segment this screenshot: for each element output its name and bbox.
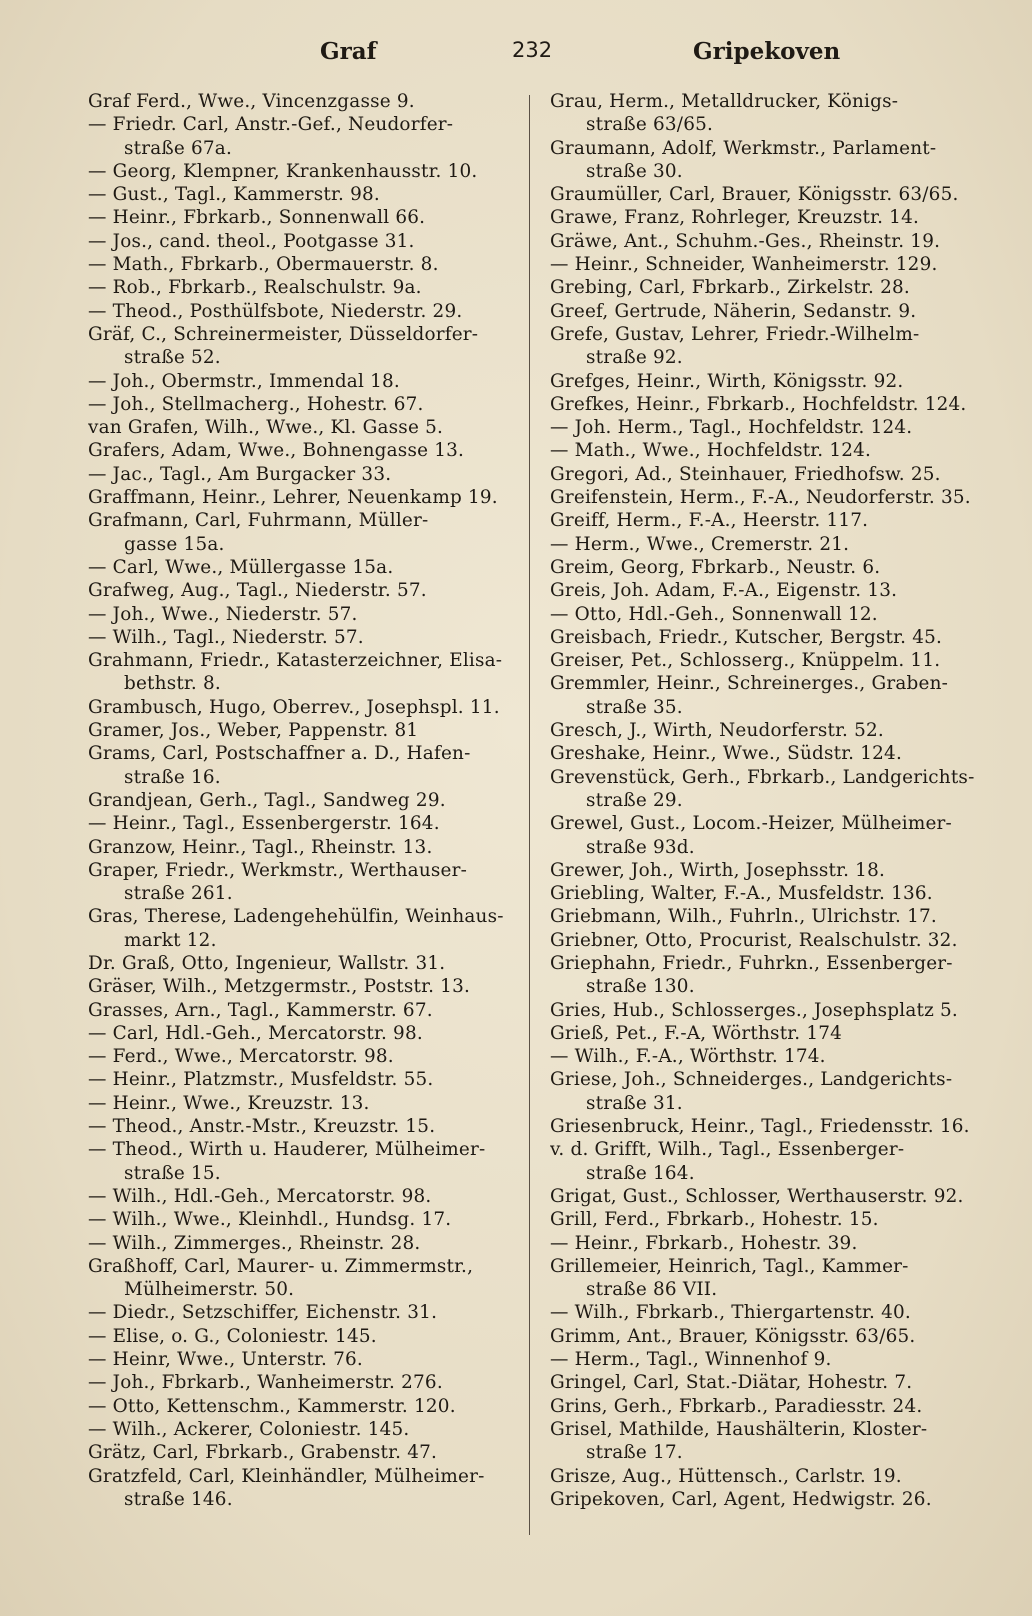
directory-entry-line: Grandjean, Gerh., Tagl., Sandweg 29. [88, 789, 446, 811]
directory-entry-line: Gräser, Wilh., Metzgermstr., Poststr. 13. [88, 976, 471, 998]
directory-entry-line: straße 261. [124, 883, 233, 905]
directory-entry-line: straße 146. [124, 1488, 233, 1510]
directory-entry-line: Gräf, C., Schreinermeister, Düsseldorfer- [88, 323, 479, 345]
directory-entry-line: — Heinr., Wwe., Kreuzstr. 13. [88, 1092, 370, 1114]
directory-entry-line: Graf Ferd., Wwe., Vincenzgasse 9. [88, 91, 415, 112]
directory-entry-line: — Carl, Hdl.-Geh., Mercatorstr. 98. [88, 1022, 423, 1044]
directory-entry-line: Grafweg, Aug., Tagl., Niederstr. 57. [88, 580, 427, 602]
directory-entry-line: markt 12. [124, 929, 217, 951]
directory-entry-line: Grewer, Joh., Wirth, Josephsstr. 18. [550, 859, 886, 881]
directory-entry-line: Graumüller, Carl, Brauer, Königsstr. 63/65. [550, 184, 959, 206]
directory-entry-line: — Joh., Wwe., Niederstr. 57. [88, 603, 358, 625]
directory-entry-line: — Jos., cand. theol., Pootgasse 31. [88, 230, 415, 252]
directory-entry-line: Grimm, Ant., Brauer, Königsstr. 63/65. [550, 1325, 916, 1347]
directory-entry-line: — Heinr., Schneider, Wanheimerstr. 129. [550, 254, 938, 276]
directory-entry-line: Grillemeier, Heinrich, Tagl., Kammer- [550, 1255, 909, 1277]
directory-entry-line: — Wilh., Wwe., Kleinhdl., Hundsg. 17. [88, 1209, 452, 1231]
directory-entry-line: Griebner, Otto, Procurist, Realschulstr. 32. [550, 929, 958, 951]
directory-entry-line: Grahmann, Friedr., Katasterzeichner, Elisa- [88, 650, 503, 672]
page-header [80, 38, 982, 78]
directory-entry-line: v. d. Grifft, Wilh., Tagl., Essenberger- [550, 1139, 905, 1161]
directory-entry-line: straße 86 VII. [586, 1279, 718, 1301]
right-column [550, 90, 985, 1511]
page-number: 232 [512, 38, 553, 62]
directory-entry-line: straße 35. [586, 696, 683, 718]
directory-entry-line: — Joh., Obermstr., Immendal 18. [88, 370, 400, 392]
directory-entry-line: Grieß, Pet., F.-A, Wörthstr. 174 [550, 1022, 843, 1044]
directory-entry-line: straße 164. [586, 1162, 695, 1184]
directory-entry-line: Grill, Ferd., Fbrkarb., Hohestr. 15. [550, 1209, 879, 1231]
directory-entry-line: Graffmann, Heinr., Lehrer, Neuenkamp 19. [88, 487, 498, 509]
directory-entry-line: Grafmann, Carl, Fuhrmann, Müller- [88, 510, 429, 532]
directory-entry-line: Griesenbruck, Heinr., Tagl., Friedensstr. 16. [550, 1116, 970, 1138]
directory-entry-line: Grins, Gerh., Fbrkarb., Paradiesstr. 24. [550, 1395, 923, 1417]
directory-entry-line: Grau, Herm., Metalldrucker, Königs- [550, 91, 899, 112]
directory-entry-line: Griephahn, Friedr., Fuhrkn., Essenberger- [550, 952, 953, 974]
directory-entry-line: Grafers, Adam, Wwe., Bohnengasse 13. [88, 440, 465, 462]
directory-entry-line: — Heinr., Fbrkarb., Sonnenwall 66. [88, 207, 426, 229]
directory-entry-line: — Joh. Herm., Tagl., Hochfeldstr. 124. [550, 417, 913, 439]
directory-entry-line: Grasses, Arn., Tagl., Kammerstr. 67. [88, 999, 433, 1021]
directory-entry-line: — Herm., Wwe., Cremerstr. 21. [550, 533, 850, 555]
directory-entry-line: straße 16. [124, 766, 221, 788]
directory-entry-line: Graßhoff, Carl, Maurer- u. Zimmermstr., [88, 1255, 474, 1277]
directory-entry-line: — Heinr., Tagl., Essenbergerstr. 164. [88, 813, 440, 835]
directory-entry-line: — Theod., Posthülfsbote, Niederstr. 29. [88, 300, 463, 322]
directory-entry-line: — Rob., Fbrkarb., Realschulstr. 9a. [88, 277, 422, 299]
directory-entry-line: — Wilh., F.-A., Wörthstr. 174. [550, 1046, 826, 1068]
directory-entry-line: straße 93d. [586, 836, 695, 858]
directory-entry-line: Greim, Georg, Fbrkarb., Neustr. 6. [550, 556, 881, 578]
directory-entry-line: straße 31. [586, 1092, 683, 1114]
directory-entry-line: — Diedr., Setzschiffer, Eichenstr. 31. [88, 1302, 438, 1324]
directory-entry-line: Gripekoven, Carl, Agent, Hedwigstr. 26. [550, 1488, 932, 1510]
directory-entry-line: gasse 15a. [124, 533, 225, 555]
directory-entry-line: Mülheimerstr. 50. [124, 1279, 295, 1301]
directory-entry-line: Gringel, Carl, Stat.-Diätar, Hohestr. 7. [550, 1372, 913, 1394]
directory-entry-line: — Otto, Kettenschm., Kammerstr. 120. [88, 1395, 456, 1417]
directory-entry-line: Gräwe, Ant., Schuhm.-Ges., Rheinstr. 19. [550, 230, 941, 252]
column-divider [529, 95, 530, 1535]
directory-entry-line: Grambusch, Hugo, Oberrev., Josephspl. 11. [88, 696, 500, 718]
directory-entry-line: Grisel, Mathilde, Haushälterin, Kloster- [550, 1418, 928, 1440]
directory-entry-line: Grewel, Gust., Locom.-Heizer, Mülheimer- [550, 813, 952, 835]
directory-entry-line: — Math., Wwe., Hochfeldstr. 124. [550, 440, 872, 462]
directory-entry-line: Grefkes, Heinr., Fbrkarb., Hochfeldstr. 124. [550, 393, 967, 415]
directory-entry-line: — Carl, Wwe., Müllergasse 15a. [88, 556, 394, 578]
directory-entry-line: Gregori, Ad., Steinhauer, Friedhofsw. 25. [550, 463, 941, 485]
directory-entry-line: straße 67a. [124, 137, 233, 159]
directory-entry-line: — Georg, Klempner, Krankenhausstr. 10. [88, 160, 478, 182]
directory-entry-line: — Theod., Anstr.-Mstr., Kreuzstr. 15. [88, 1116, 436, 1138]
directory-entry-line: Grigat, Gust., Schlosser, Werthauserstr. 92. [550, 1185, 964, 1207]
header-first-entry: Graf [320, 38, 377, 65]
directory-entry-line: — Jac., Tagl., Am Burgacker 33. [88, 463, 392, 485]
directory-entry-line: Grefe, Gustav, Lehrer, Friedr.-Wilhelm- [550, 323, 920, 345]
directory-entry-line: Gramer, Jos., Weber, Pappenstr. 81 [88, 720, 419, 742]
directory-entry-line: straße 17. [586, 1442, 683, 1464]
directory-entry-line: bethstr. 8. [124, 673, 221, 695]
directory-entry-line: — Joh., Stellmacherg., Hohestr. 67. [88, 393, 424, 415]
directory-entry-line: — Wilh., Hdl.-Geh., Mercatorstr. 98. [88, 1185, 432, 1207]
directory-entry-line: straße 15. [124, 1162, 221, 1184]
directory-entry-line: — Wilh., Fbrkarb., Thiergartenstr. 40. [550, 1302, 911, 1324]
directory-entry-line: — Otto, Hdl.-Geh., Sonnenwall 12. [550, 603, 878, 625]
directory-entry-line: — Elise, o. G., Coloniestr. 145. [88, 1325, 377, 1347]
directory-entry-line: van Grafen, Wilh., Wwe., Kl. Gasse 5. [88, 417, 444, 439]
directory-entry-line: Gresch, J., Wirth, Neudorferstr. 52. [550, 720, 884, 742]
directory-entry-line: Griebling, Walter, F.-A., Musfeldstr. 136. [550, 883, 933, 905]
directory-entry-line: Graper, Friedr., Werkmstr., Werthauser- [88, 859, 468, 881]
directory-entry-line: straße 63/65. [586, 114, 714, 136]
left-column [88, 90, 520, 1511]
directory-entry-line: Greiff, Herm., F.-A., Heerstr. 117. [550, 510, 869, 532]
directory-entry-line: — Math., Fbrkarb., Obermauerstr. 8. [88, 254, 439, 276]
directory-entry-line: Granzow, Heinr., Tagl., Rheinstr. 13. [88, 836, 433, 858]
directory-entry-line: Grebing, Carl, Fbrkarb., Zirkelstr. 28. [550, 277, 910, 299]
directory-entry-line: Greef, Gertrude, Näherin, Sedanstr. 9. [550, 300, 917, 322]
directory-entry-line: — Heinr., Fbrkarb., Hohestr. 39. [550, 1232, 858, 1254]
directory-entry-line: straße 29. [586, 789, 683, 811]
directory-entry-line: — Heinr., Platzmstr., Musfeldstr. 55. [88, 1069, 434, 1091]
directory-entry-line: Grams, Carl, Postschaffner a. D., Hafen- [88, 743, 471, 765]
directory-entry-line: Grätz, Carl, Fbrkarb., Grabenstr. 47. [88, 1442, 438, 1464]
directory-entry-line: — Theod., Wirth u. Hauderer, Mülheimer- [88, 1139, 486, 1161]
directory-entry-line: — Heinr, Wwe., Unterstr. 76. [88, 1349, 363, 1371]
directory-entry-line: straße 30. [586, 160, 683, 182]
directory-entry-line: Gras, Therese, Ladengehehülfin, Weinhaus- [88, 906, 504, 928]
directory-entry-line: Griese, Joh., Schneiderges., Landgerichts- [550, 1069, 953, 1091]
header-last-entry: Gripekoven [693, 38, 841, 65]
directory-entry-line: Grisze, Aug., Hüttensch., Carlstr. 19. [550, 1465, 902, 1487]
directory-entry-line: Gremmler, Heinr., Schreinerges., Graben- [550, 673, 949, 695]
directory-entry-line: straße 92. [586, 347, 683, 369]
directory-entry-line: — Gust., Tagl., Kammerstr. 98. [88, 184, 380, 206]
directory-entry-line: — Wilh., Zimmerges., Rheinstr. 28. [88, 1232, 421, 1254]
directory-entry-line: Greshake, Heinr., Wwe., Südstr. 124. [550, 743, 903, 765]
directory-entry-line: — Wilh., Tagl., Niederstr. 57. [88, 626, 364, 648]
directory-entry-line: Gries, Hub., Schlosserges., Josephsplatz 5. [550, 999, 958, 1021]
directory-entry-line: Grawe, Franz, Rohrleger, Kreuzstr. 14. [550, 207, 920, 229]
directory-entry-line: — Ferd., Wwe., Mercatorstr. 98. [88, 1046, 394, 1068]
directory-entry-line: Greiser, Pet., Schlosserg., Knüppelm. 11. [550, 650, 941, 672]
directory-entry-line: Greifenstein, Herm., F.-A., Neudorferstr. 35. [550, 487, 971, 509]
directory-entry-line: straße 52. [124, 347, 221, 369]
directory-entry-line: Dr. Graß, Otto, Ingenieur, Wallstr. 31. [88, 952, 446, 974]
directory-entry-line: Griebmann, Wilh., Fuhrln., Ulrichstr. 17. [550, 906, 937, 928]
directory-entry-line: — Friedr. Carl, Anstr.-Gef., Neudorfer- [88, 114, 454, 136]
directory-entry-line: — Joh., Fbrkarb., Wanheimerstr. 276. [88, 1372, 443, 1394]
directory-entry-line: Greis, Joh. Adam, F.-A., Eigenstr. 13. [550, 580, 898, 602]
directory-entry-line: — Wilh., Ackerer, Coloniestr. 145. [88, 1418, 410, 1440]
directory-entry-line: Grevenstück, Gerh., Fbrkarb., Landgerichts- [550, 766, 975, 788]
directory-entry-line: Greisbach, Friedr., Kutscher, Bergstr. 45. [550, 626, 943, 648]
directory-entry-line: Gratzfeld, Carl, Kleinhändler, Mülheimer- [88, 1465, 485, 1487]
directory-entry-line: Grefges, Heinr., Wirth, Königsstr. 92. [550, 370, 904, 392]
directory-entry-line: — Herm., Tagl., Winnenhof 9. [550, 1349, 832, 1371]
directory-entry-line: straße 130. [586, 976, 695, 998]
directory-entry-line: Graumann, Adolf, Werkmstr., Parlament- [550, 137, 937, 159]
